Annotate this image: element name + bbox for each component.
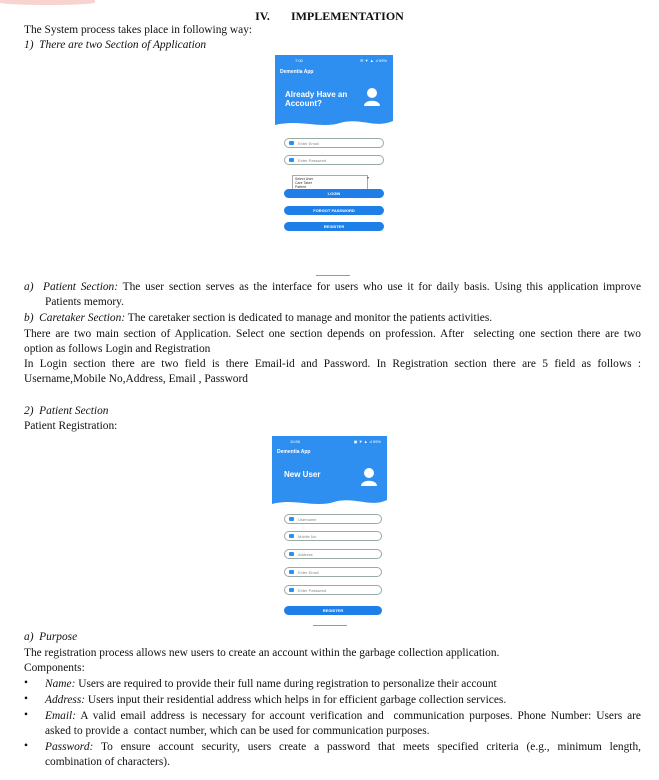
bullet-email-text: A valid email address is necessary for account verification and communication purposes. Phone Number: Users are: [76, 710, 641, 722]
patient-registration-label: Patient Registration:: [24, 420, 118, 432]
bullet-password-line2: combination of characters).: [45, 756, 170, 768]
subsection-1: 1) There are two Section of Application: [24, 39, 207, 51]
address-placeholder: Address: [298, 552, 313, 557]
email-placeholder: Enter Email: [298, 570, 319, 575]
bullet-email: [24, 709, 641, 724]
bullet-password-label: Password:: [45, 741, 94, 753]
bullet-address-text: Users input their residential address which helps in for efficient garbage collection services.: [85, 694, 507, 706]
email-icon: [289, 570, 294, 574]
lock-icon: [289, 588, 294, 592]
app-title: Dementia App: [277, 449, 311, 455]
bullet-icon: •: [24, 740, 28, 752]
login-heading: [285, 90, 347, 108]
nav-bar-indicator: [316, 275, 350, 276]
para-patient-section: [24, 280, 641, 295]
bullet-email-line2: asked to provide a contact number, which can be used for communication purposes.: [45, 725, 430, 737]
status-icons: ✉ ▼ ▲ .ıl 59%: [360, 58, 387, 63]
person-icon: [289, 517, 294, 521]
bullet-password-text: To ensure account security, users create a password that meets specified criteria (e.g., minimum length,: [93, 741, 641, 753]
subsection-2: 2) Patient Section: [24, 405, 109, 417]
para-d-line1: In Login section there are two field is there Email-id and Password. In Registration section there are 5 field as follows :: [24, 358, 641, 370]
password-placeholder: Enter Password: [298, 588, 327, 593]
password-placeholder: Enter Password: [298, 158, 327, 163]
nav-bar-indicator: [313, 625, 347, 626]
login-heading-line1: Already Have an: [285, 90, 348, 99]
para-caretaker-section: [24, 311, 641, 326]
register-button[interactable]: REGISTER: [284, 222, 384, 231]
decorative-header-shape: [0, 0, 95, 5]
para-b-label: b) Caretaker Section:: [24, 312, 126, 324]
forgot-password-button[interactable]: FORGOT PASSWORD: [284, 206, 384, 215]
bullet-address-label: Address:: [45, 694, 86, 706]
purpose-heading: a) Purpose: [24, 631, 78, 643]
password-field[interactable]: [284, 155, 384, 165]
address-field[interactable]: [284, 549, 382, 559]
status-time: 10:56: [290, 439, 301, 444]
username-field[interactable]: [284, 514, 382, 524]
para-a-line2: Patients memory.: [45, 296, 124, 308]
header-wave: [272, 494, 387, 510]
email-field[interactable]: [284, 567, 382, 577]
login-heading-line2: Account?: [285, 99, 322, 108]
section-title: IMPLEMENTATION: [290, 9, 404, 23]
mobile-placeholder: Mobile No.: [298, 534, 318, 539]
user-avatar-icon: [363, 87, 381, 107]
bullet-name: [24, 677, 641, 692]
username-placeholder: Username: [298, 517, 317, 522]
login-button[interactable]: LOGIN: [284, 189, 384, 198]
user-avatar-icon: [360, 467, 378, 487]
purpose-text: The registration process allows new users to create an account within the garbage collection application.: [24, 647, 500, 659]
bullet-icon: •: [24, 677, 28, 689]
select-option[interactable]: Select User: [295, 177, 314, 181]
bullet-name-label: Name:: [45, 678, 76, 690]
para-c-line2: option as follows Login and Registration: [24, 343, 211, 355]
password-field[interactable]: [284, 585, 382, 595]
login-screenshot: [275, 55, 393, 240]
section-number: IV.: [255, 9, 270, 23]
bullet-address: [24, 693, 641, 708]
status-time: 7:00: [295, 58, 303, 63]
bullet-icon: •: [24, 709, 28, 721]
dropdown-arrow-icon: ▾: [367, 175, 370, 180]
select-option[interactable]: Care Taker: [295, 181, 313, 185]
mobile-field[interactable]: [284, 531, 382, 541]
select-option[interactable]: Patient: [295, 185, 306, 189]
para-c-line1: There are two main section of Application. Select one section depends on profession. After selecting one section there are two: [24, 328, 641, 340]
phone-icon: [289, 534, 294, 538]
para-a-label: a) Patient Section:: [24, 281, 119, 293]
email-placeholder: Enter Email: [298, 141, 319, 146]
email-field[interactable]: [284, 138, 384, 148]
home-icon: [289, 552, 294, 556]
bullet-email-label: Email:: [45, 710, 77, 722]
section-heading: [0, 9, 659, 24]
new-user-heading: New User: [284, 470, 321, 479]
email-icon: [289, 141, 294, 145]
app-title: Dementia App: [280, 69, 314, 75]
components-label: Components:: [24, 662, 85, 674]
para-d-line2: Username,Mobile No,Address, Email , Password: [24, 373, 248, 385]
bullet-icon: •: [24, 693, 28, 705]
status-icons: ▣ ▼ ▲ .ıl 59%: [353, 439, 381, 444]
registration-screenshot: [272, 436, 387, 622]
lock-icon: [289, 158, 294, 162]
bullet-name-text: Users are required to provide their full name during registration to personalize their account: [75, 678, 497, 690]
para-b-text: The caretaker section is dedicated to manage and monitor the patients activities.: [125, 312, 493, 324]
header-wave: [275, 115, 393, 131]
para-a-line1: The user section serves as the interface for users who use it for daily basis. Using this application improve: [118, 281, 641, 293]
intro-text: The System process takes place in following way:: [24, 24, 253, 36]
bullet-password: [24, 740, 641, 755]
register-button[interactable]: REGISTER: [284, 606, 382, 615]
